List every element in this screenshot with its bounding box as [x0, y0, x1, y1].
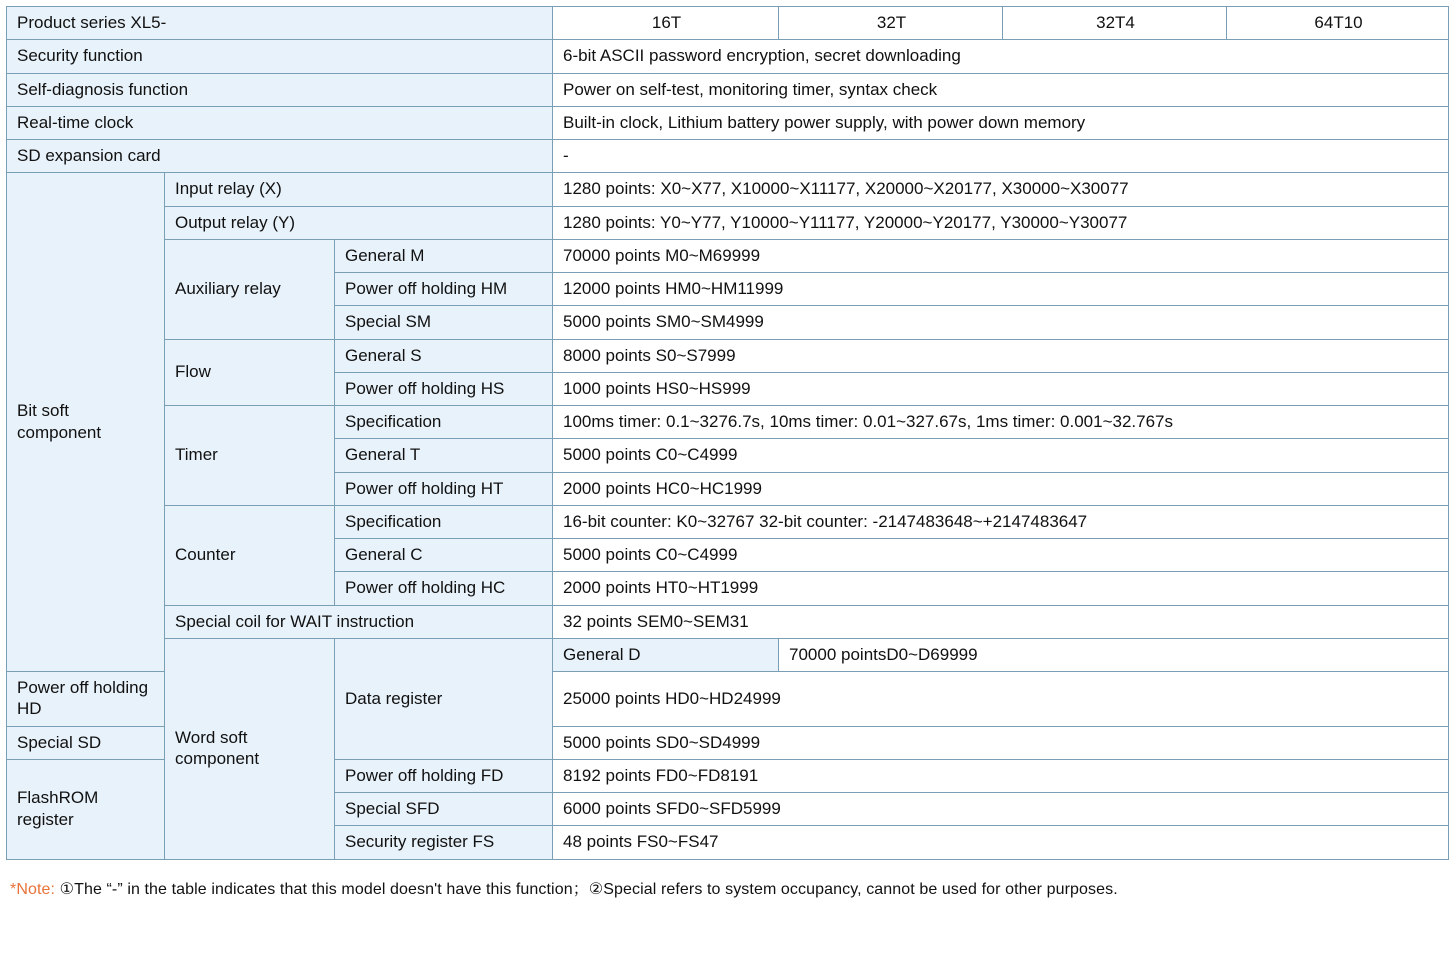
table-row	[7, 339, 1449, 372]
row-value-self-diagnosis: Power on self-test, monitoring timer, syntax check	[553, 73, 1449, 106]
table-row	[7, 505, 1449, 538]
specification-table	[6, 6, 1449, 860]
row-value-special-sm: 5000 points SM0~SM4999	[553, 306, 1449, 339]
row-value-real-time-clock: Built-in clock, Lithium battery power supply, with power down memory	[553, 106, 1449, 139]
model-64t10: 64T10	[1227, 7, 1449, 40]
row-label-general-c: General C	[335, 539, 553, 572]
subgroup-label-flow: Flow	[165, 339, 335, 406]
row-value-special-sd: 5000 points SD0~SD4999	[553, 726, 1449, 759]
row-value-power-off-holding-fd: 8192 points FD0~FD8191	[553, 759, 1449, 792]
row-label-power-off-holding-fd: Power off holding FD	[335, 759, 553, 792]
row-label-power-off-holding-ht: Power off holding HT	[335, 472, 553, 505]
table-row	[7, 140, 1449, 173]
subgroup-label-auxiliary-relay: Auxiliary relay	[165, 239, 335, 339]
table-row	[7, 638, 1449, 671]
model-32t4: 32T4	[1003, 7, 1227, 40]
row-value-power-off-holding-hm: 12000 points HM0~HM11999	[553, 273, 1449, 306]
row-label-real-time-clock: Real-time clock	[7, 106, 553, 139]
row-label-special-coil-wait: Special coil for WAIT instruction	[165, 605, 553, 638]
row-label-power-off-holding-hm: Power off holding HM	[335, 273, 553, 306]
row-value-special-coil-wait: 32 points SEM0~SEM31	[553, 605, 1449, 638]
table-row	[7, 73, 1449, 106]
row-label-output-relay: Output relay (Y)	[165, 206, 553, 239]
row-label-timer-specification: Specification	[335, 406, 553, 439]
group-label-word-soft-component: Word soft component	[165, 638, 335, 859]
footnote-text: ①The “-” in the table indicates that this model doesn't have this function；②Special refers to system occupancy, cannot be used for other purposes.	[59, 880, 1118, 898]
row-label-general-t: General T	[335, 439, 553, 472]
row-label-special-sfd: Special SFD	[335, 793, 553, 826]
group-label-bit-soft-component: Bit soft component	[7, 173, 165, 672]
table-row	[7, 206, 1449, 239]
subgroup-label-flashrom-register: FlashROM register	[7, 759, 165, 859]
subgroup-label-data-register: Data register	[335, 638, 553, 759]
row-value-power-off-holding-hd: 25000 points HD0~HD24999	[553, 672, 1449, 727]
subgroup-label-timer: Timer	[165, 406, 335, 506]
row-label-sd-expansion-card: SD expansion card	[7, 140, 553, 173]
table-row	[7, 605, 1449, 638]
model-32t: 32T	[779, 7, 1003, 40]
row-label-general-d: General D	[553, 638, 779, 671]
row-value-sd-expansion-card: -	[553, 140, 1449, 173]
row-value-special-sfd: 6000 points SFD0~SFD5999	[553, 793, 1449, 826]
table-row	[7, 239, 1449, 272]
row-value-security-function: 6-bit ASCII password encryption, secret downloading	[553, 40, 1449, 73]
table-row	[7, 173, 1449, 206]
table-row	[7, 106, 1449, 139]
row-value-counter-specification: 16-bit counter: K0~32767 32-bit counter: -2147483648~+2147483647	[553, 505, 1449, 538]
table-row	[7, 406, 1449, 439]
row-label-input-relay: Input relay (X)	[165, 173, 553, 206]
table-row-header	[7, 7, 1449, 40]
row-label-counter-specification: Specification	[335, 505, 553, 538]
row-label-self-diagnosis: Self-diagnosis function	[7, 73, 553, 106]
subgroup-label-counter: Counter	[165, 505, 335, 605]
row-value-power-off-holding-hc: 2000 points HT0~HT1999	[553, 572, 1449, 605]
row-label-special-sd: Special SD	[7, 726, 165, 759]
row-label-power-off-holding-hd: Power off holding HD	[7, 672, 165, 727]
row-value-input-relay: 1280 points: X0~X77, X10000~X11177, X20000~X20177, X30000~X30077	[553, 173, 1449, 206]
row-label-security-function: Security function	[7, 40, 553, 73]
row-value-general-t: 5000 points C0~C4999	[553, 439, 1449, 472]
row-value-security-register-fs: 48 points FS0~FS47	[553, 826, 1449, 859]
footnote-label: Note:	[16, 880, 56, 898]
row-value-general-c: 5000 points C0~C4999	[553, 539, 1449, 572]
row-value-timer-specification: 100ms timer: 0.1~3276.7s, 10ms timer: 0.01~327.67s, 1ms timer: 0.001~32.767s	[553, 406, 1449, 439]
row-value-power-off-holding-ht: 2000 points HC0~HC1999	[553, 472, 1449, 505]
footnote	[6, 876, 1448, 899]
row-value-general-s: 8000 points S0~S7999	[553, 339, 1449, 372]
model-16t: 16T	[553, 7, 779, 40]
footnote-star: *	[10, 880, 17, 898]
row-label-general-s: General S	[335, 339, 553, 372]
product-series-label: Product series XL5-	[7, 7, 553, 40]
row-label-security-register-fs: Security register FS	[335, 826, 553, 859]
row-value-general-m: 70000 points M0~M69999	[553, 239, 1449, 272]
row-value-power-off-holding-hs: 1000 points HS0~HS999	[553, 372, 1449, 405]
row-label-power-off-holding-hs: Power off holding HS	[335, 372, 553, 405]
row-label-special-sm: Special SM	[335, 306, 553, 339]
table-row	[7, 40, 1449, 73]
row-label-power-off-holding-hc: Power off holding HC	[335, 572, 553, 605]
row-value-general-d: 70000 pointsD0~D69999	[779, 638, 1449, 671]
row-label-general-m: General M	[335, 239, 553, 272]
row-value-output-relay: 1280 points: Y0~Y77, Y10000~Y11177, Y20000~Y20177, Y30000~Y30077	[553, 206, 1449, 239]
